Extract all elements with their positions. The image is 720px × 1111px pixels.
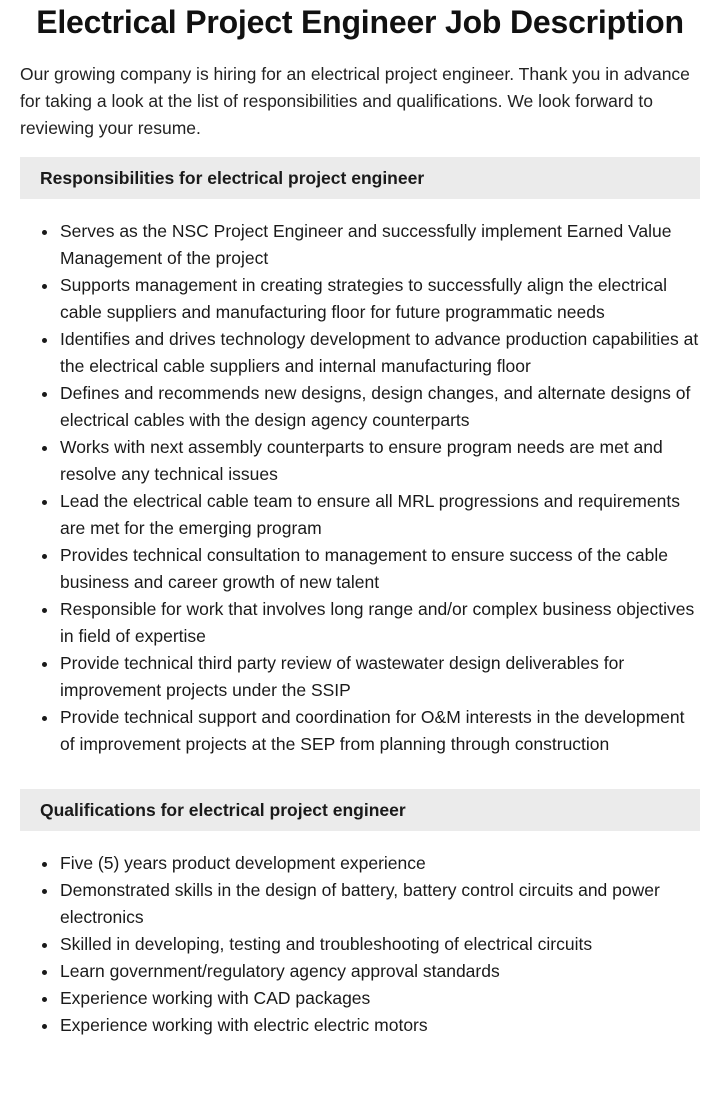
qualification-item: Experience working with CAD packages bbox=[60, 985, 700, 1012]
responsibilities-heading: Responsibilities for electrical project engineer bbox=[20, 157, 700, 199]
page-title: Electrical Project Engineer Job Description bbox=[36, 4, 684, 40]
qualifications-heading: Qualifications for electrical project engineer bbox=[20, 789, 700, 831]
qualification-item: Skilled in developing, testing and troubleshooting of electrical circuits bbox=[60, 931, 700, 958]
section-spacer bbox=[0, 758, 720, 774]
responsibility-item: Lead the electrical cable team to ensure all MRL progressions and requirements are met for the emerging program bbox=[60, 488, 700, 542]
responsibility-item: Provide technical third party review of wastewater design deliverables for improvement projects under the SSIP bbox=[60, 650, 700, 704]
responsibility-item: Works with next assembly counterparts to ensure program needs are met and resolve any technical issues bbox=[60, 434, 700, 488]
responsibility-item: Serves as the NSC Project Engineer and successfully implement Earned Value Management of the project bbox=[60, 218, 700, 272]
qualification-item: Five (5) years product development experience bbox=[60, 850, 700, 877]
responsibility-item: Defines and recommends new designs, design changes, and alternate designs of electrical cables with the design agency counterparts bbox=[60, 380, 700, 434]
responsibilities-list bbox=[0, 218, 720, 758]
qualification-item: Experience working with electric electric motors bbox=[60, 1012, 700, 1039]
responsibility-item: Provides technical consultation to management to ensure success of the cable business and career growth of new talent bbox=[60, 542, 700, 596]
responsibility-item: Responsible for work that involves long range and/or complex business objectives in field of expertise bbox=[60, 596, 700, 650]
qualifications-list bbox=[0, 850, 720, 1039]
responsibility-item: Provide technical support and coordination for O&M interests in the development of improvement projects at the SEP from planning through construction bbox=[60, 704, 700, 758]
intro-paragraph: Our growing company is hiring for an electrical project engineer. Thank you in advance for taking a look at the list of responsibilities and qualifications. We look forward to reviewing your resume. bbox=[20, 64, 690, 138]
responsibility-item: Identifies and drives technology development to advance production capabilities at the electrical cable suppliers and internal manufacturing floor bbox=[60, 326, 700, 380]
qualification-item: Learn government/regulatory agency approval standards bbox=[60, 958, 700, 985]
responsibility-item: Supports management in creating strategies to successfully align the electrical cable suppliers and manufacturing floor for future programmatic needs bbox=[60, 272, 700, 326]
qualification-item: Demonstrated skills in the design of battery, battery control circuits and power electronics bbox=[60, 877, 700, 931]
